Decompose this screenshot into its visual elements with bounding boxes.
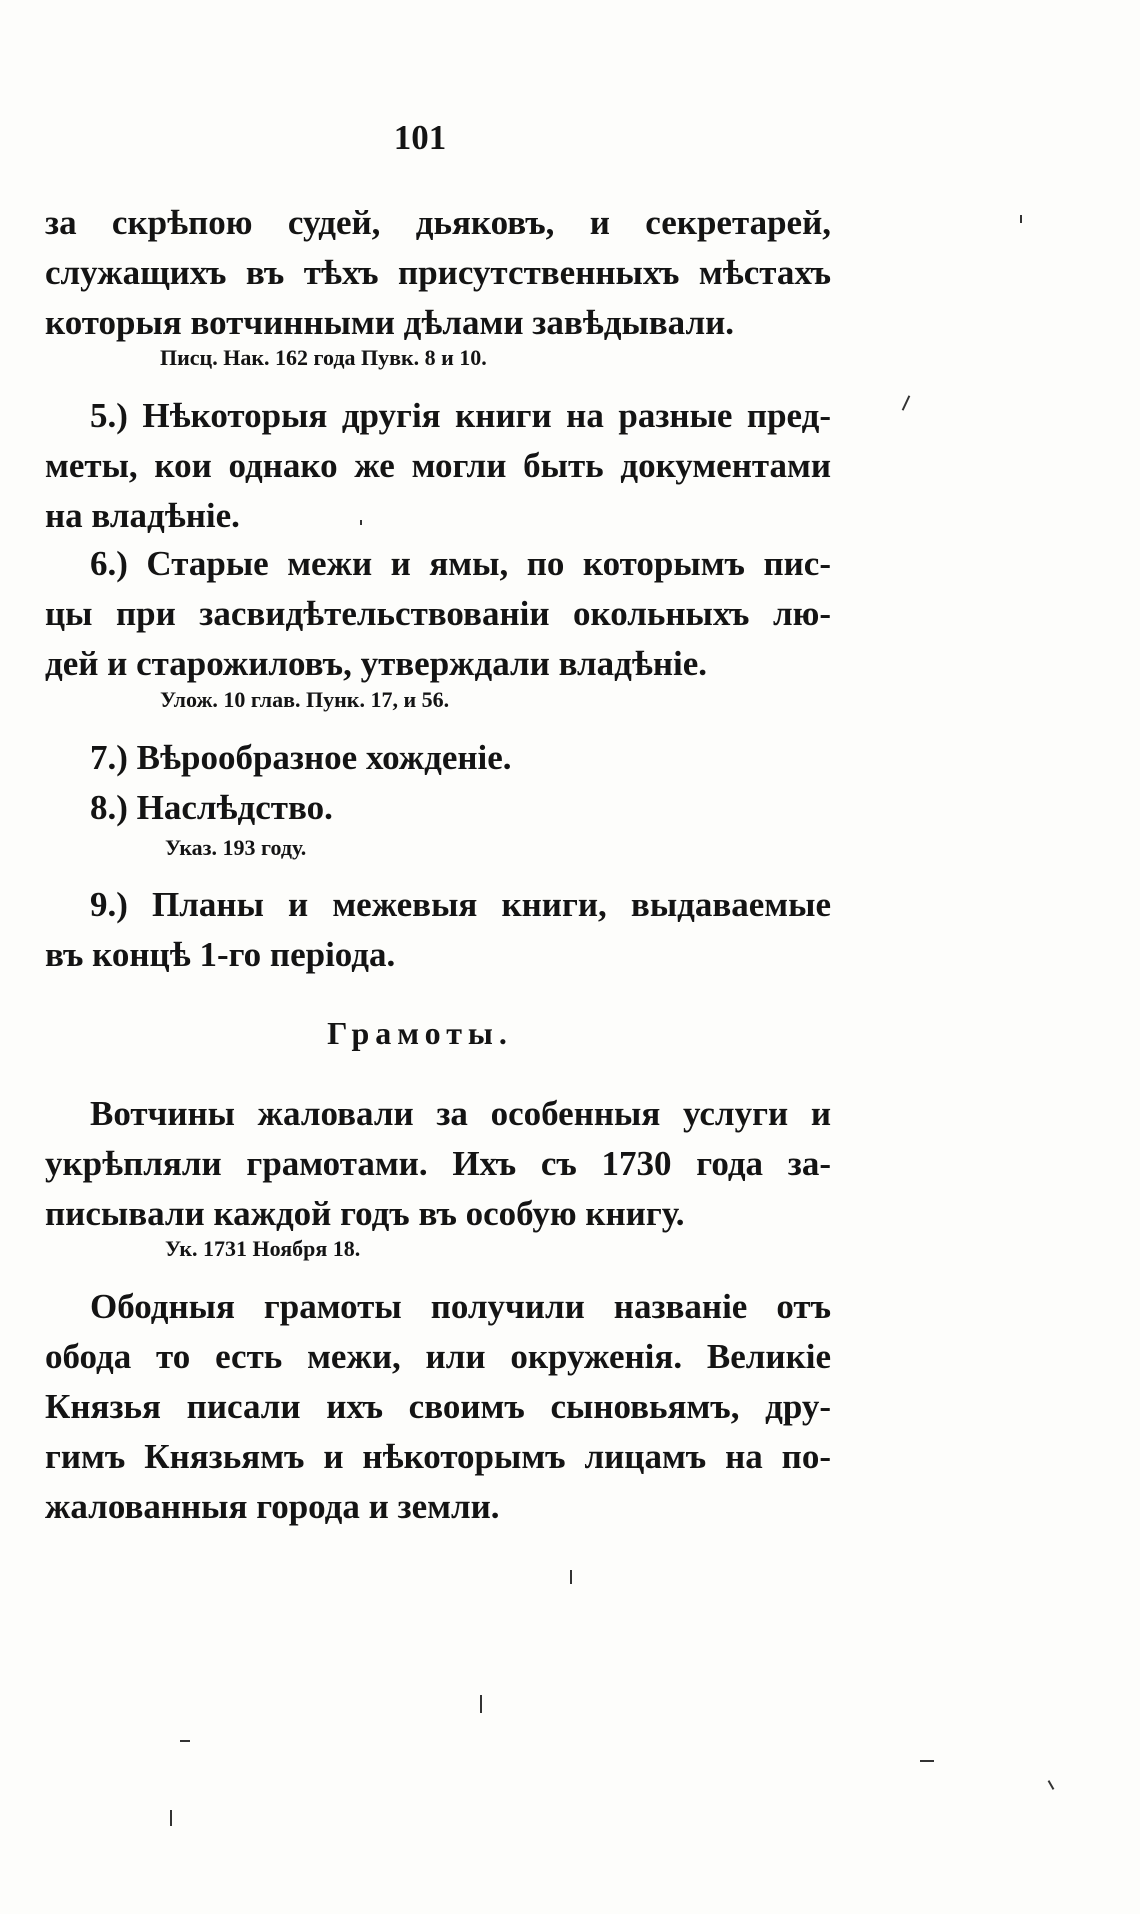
scan-speck — [1048, 1780, 1055, 1790]
text-line: жалованныя города и земли. — [45, 1487, 500, 1526]
reference-note: Указ. 193 году. — [165, 835, 307, 860]
scan-speck — [920, 1760, 934, 1762]
section-heading: Грамоты. — [327, 1015, 513, 1051]
list-item-9 — [45, 880, 831, 980]
text-line: въ концѣ 1-го періода. — [45, 935, 396, 974]
text-line: укрѣпляли грамотами. Ихъ съ 1730 года за- — [45, 1144, 831, 1183]
text-line: за скрѣпою судей, дьяковъ, и секретарей, — [45, 203, 831, 242]
text-line: цы при засвидѣтельствованіи окольныхъ лю- — [45, 594, 831, 633]
text-line: на владѣніе. — [45, 496, 240, 535]
list-item-7 — [45, 733, 831, 783]
paragraph-boundary-charters — [45, 1282, 831, 1532]
scan-speck — [480, 1695, 482, 1713]
reference-note: Ук. 1731 Ноября 18. — [165, 1236, 361, 1261]
continuation-paragraph — [45, 198, 831, 348]
text-line: меты, кои однако же могли быть документами — [45, 446, 831, 485]
text-line: дей и старожиловъ, утверждали владѣніе. — [45, 644, 708, 683]
text-line: обода то есть межи, или окруженія. Великіе — [45, 1337, 831, 1376]
list-item-6 — [45, 539, 831, 689]
reference-note: Писц. Нак. 162 года Пувк. 8 и 10. — [160, 345, 487, 370]
scan-speck — [1020, 215, 1022, 223]
text-line: Ободныя грамоты получили названіе отъ — [90, 1287, 831, 1326]
text-line: 8.) Наслѣдство. — [90, 788, 333, 827]
text-line: 5.) Нѣкоторыя другія книги на разные пред- — [90, 396, 831, 435]
text-line: Вотчины жаловали за особенныя услуги и — [90, 1094, 831, 1133]
text-line: которыя вотчинными дѣлами завѣдывали. — [45, 303, 735, 342]
scan-speck — [902, 395, 911, 410]
reference-note: Улож. 10 глав. Пунк. 17, и 56. — [160, 687, 450, 712]
scan-speck — [180, 1740, 190, 1742]
scan-speck — [170, 1810, 172, 1826]
text-line: 7.) Вѣрообразное хожденіе. — [90, 738, 512, 777]
text-line: гимъ Князьямъ и нѣкоторымъ лицамъ на по- — [45, 1437, 831, 1476]
paragraph-charters — [45, 1089, 831, 1239]
text-line: служащихъ въ тѣхъ присутственныхъ мѣстахъ — [45, 253, 831, 292]
page-number: 101 — [393, 118, 447, 157]
list-item-8 — [45, 783, 831, 833]
scan-speck — [360, 520, 362, 525]
text-line: 6.) Старые межи и ямы, по которымъ пис- — [90, 544, 831, 583]
text-line: Князья писали ихъ своимъ сыновьямъ, дру- — [45, 1387, 831, 1426]
text-line: писывали каждой годъ въ особую книгу. — [45, 1194, 685, 1233]
text-line: 9.) Планы и межевыя книги, выдаваемые — [90, 885, 831, 924]
scan-speck — [570, 1570, 572, 1584]
list-item-5 — [45, 391, 831, 541]
